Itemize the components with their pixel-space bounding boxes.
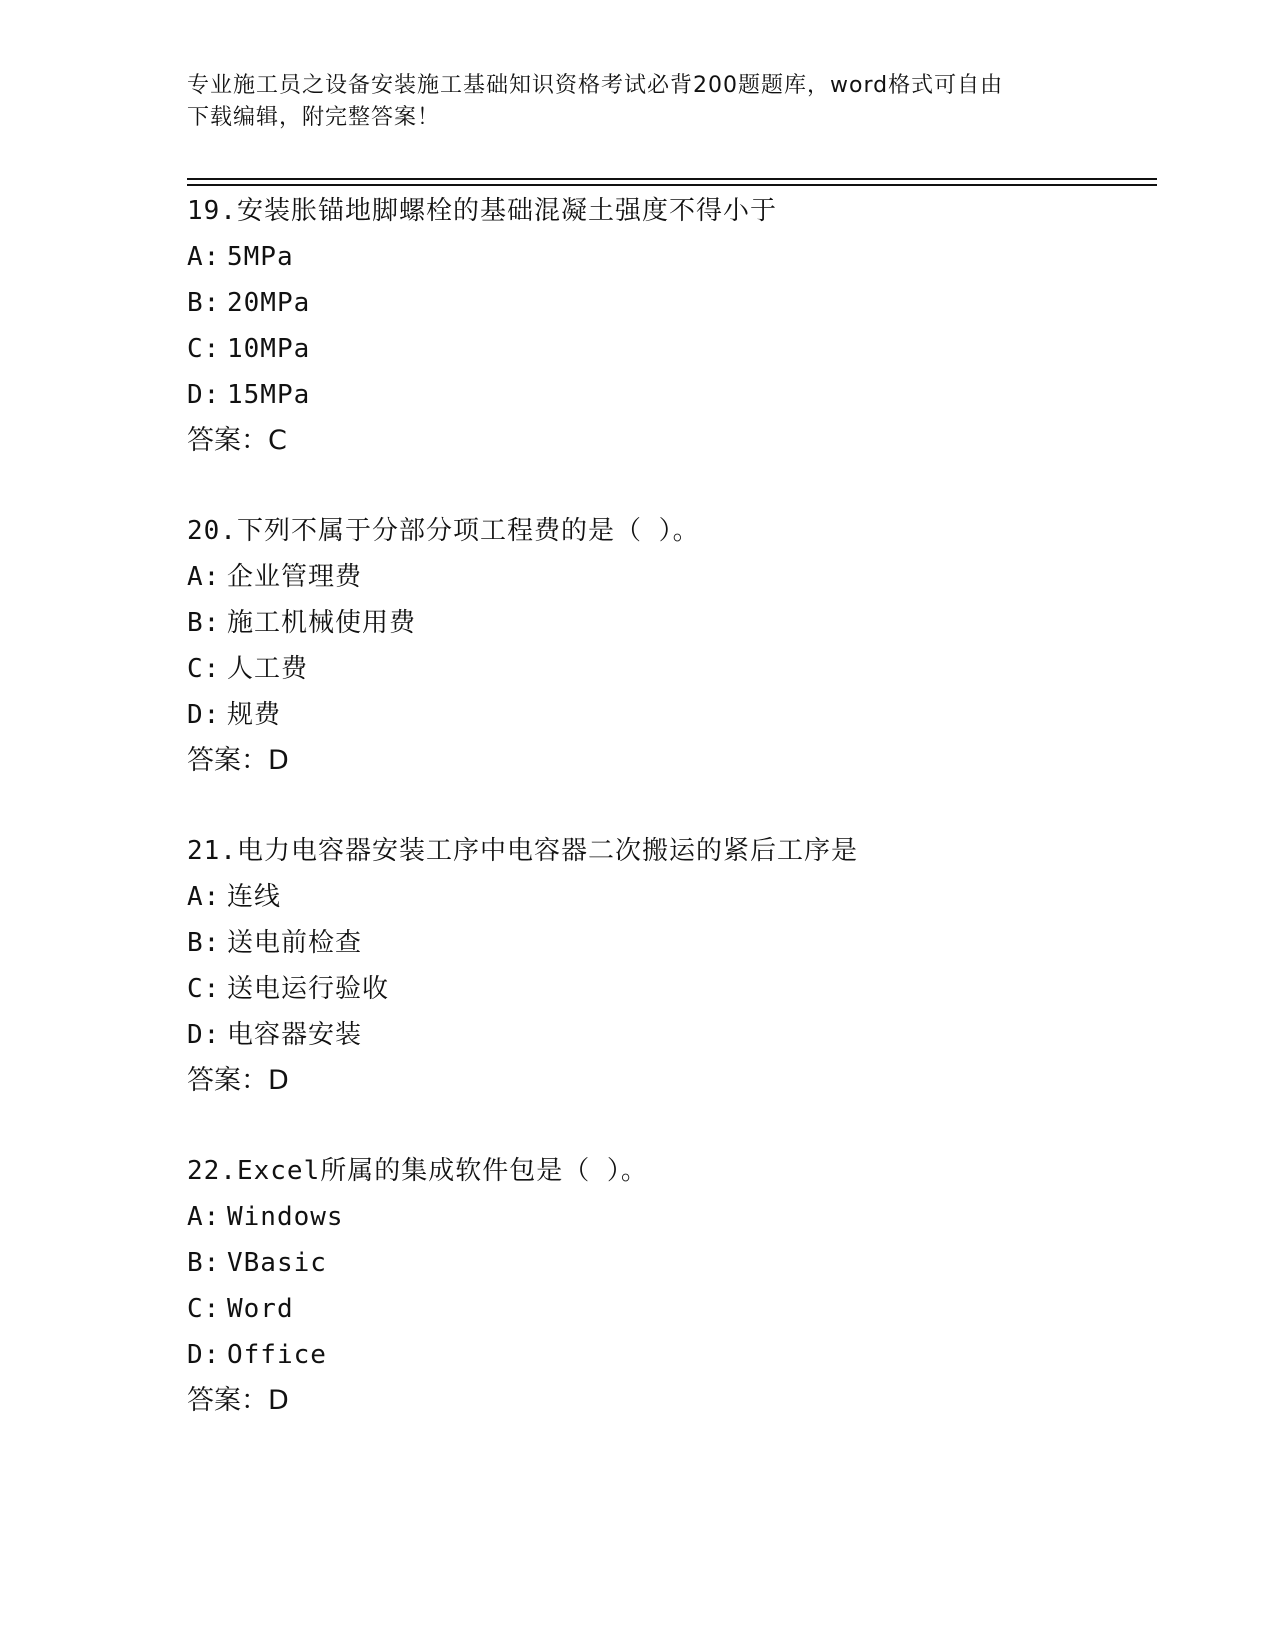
option-text: Windows [227, 1202, 344, 1232]
question-number: 21. [187, 836, 237, 866]
option-key: A: [187, 242, 221, 272]
option-text: Office [227, 1340, 327, 1370]
option-a [187, 554, 1157, 600]
option-text: 10MPa [227, 334, 311, 364]
question-number: 19. [187, 196, 237, 226]
option-d [187, 372, 1157, 418]
header-line-2: 下载编辑，附完整答案！ [187, 105, 441, 130]
answer-label: 答案： [187, 1385, 268, 1416]
option-d [187, 1332, 1157, 1378]
option-key: C: [187, 654, 221, 684]
option-key: D: [187, 1340, 221, 1370]
question-number: 20. [187, 516, 237, 546]
question-stem [187, 1148, 1157, 1194]
option-text: 连线 [227, 882, 282, 912]
answer-line [187, 1378, 1157, 1424]
question-number: 22. [187, 1156, 237, 1186]
option-d [187, 692, 1157, 738]
option-text: 规费 [227, 700, 282, 730]
option-text: 企业管理费 [227, 562, 363, 592]
option-text: 电容器安装 [227, 1020, 363, 1050]
option-text: 送电运行验收 [227, 974, 390, 1004]
document-header [187, 70, 1087, 134]
option-c [187, 326, 1157, 372]
option-key: B: [187, 1248, 221, 1278]
option-b [187, 920, 1157, 966]
question-list [187, 188, 1157, 1468]
option-text: 送电前检查 [227, 928, 363, 958]
option-a [187, 874, 1157, 920]
question-stem [187, 828, 1157, 874]
option-a [187, 1194, 1157, 1240]
header-line-1: 专业施工员之设备安装施工基础知识资格考试必背200题题库，word格式可自由 [187, 73, 1004, 98]
question-text: 电力电容器安装工序中电容器二次搬运的紧后工序是 [236, 836, 858, 866]
option-key: C: [187, 1294, 221, 1324]
question-text: 安装胀锚地脚螺栓的基础混凝土强度不得小于 [236, 196, 777, 226]
answer-value: D [268, 1065, 289, 1096]
option-text: Word [227, 1294, 294, 1324]
option-key: B: [187, 928, 221, 958]
option-b [187, 280, 1157, 326]
answer-line [187, 418, 1157, 464]
option-key: B: [187, 288, 221, 318]
option-text: 15MPa [227, 380, 311, 410]
option-key: A: [187, 562, 221, 592]
question-22 [187, 1148, 1157, 1424]
question-stem [187, 188, 1157, 234]
option-key: B: [187, 608, 221, 638]
question-21 [187, 828, 1157, 1104]
option-d [187, 1012, 1157, 1058]
question-20 [187, 508, 1157, 784]
question-stem [187, 508, 1157, 554]
option-key: D: [187, 700, 221, 730]
option-c [187, 966, 1157, 1012]
answer-label: 答案： [187, 425, 268, 456]
option-c [187, 1286, 1157, 1332]
option-key: D: [187, 1020, 221, 1050]
answer-value: D [268, 1385, 289, 1416]
option-text: 20MPa [227, 288, 311, 318]
option-key: C: [187, 334, 221, 364]
option-key: C: [187, 974, 221, 1004]
answer-value: C [268, 425, 287, 456]
answer-value: D [268, 745, 289, 776]
option-a [187, 234, 1157, 280]
option-text: 5MPa [227, 242, 294, 272]
option-text: 施工机械使用费 [227, 608, 417, 638]
answer-line [187, 1058, 1157, 1104]
option-text: VBasic [227, 1248, 327, 1278]
answer-line [187, 738, 1157, 784]
option-text: 人工费 [227, 654, 309, 684]
question-19 [187, 188, 1157, 464]
answer-label: 答案： [187, 745, 268, 776]
option-key: A: [187, 882, 221, 912]
option-key: A: [187, 1202, 221, 1232]
option-b [187, 1240, 1157, 1286]
header-divider-bottom [187, 184, 1157, 186]
header-divider-top [187, 178, 1157, 180]
option-key: D: [187, 380, 221, 410]
answer-label: 答案： [187, 1065, 268, 1096]
option-c [187, 646, 1157, 692]
question-text: 下列不属于分部分项工程费的是（ ）。 [236, 516, 700, 546]
option-b [187, 600, 1157, 646]
question-text: Excel所属的集成软件包是（ ）。 [236, 1156, 648, 1186]
